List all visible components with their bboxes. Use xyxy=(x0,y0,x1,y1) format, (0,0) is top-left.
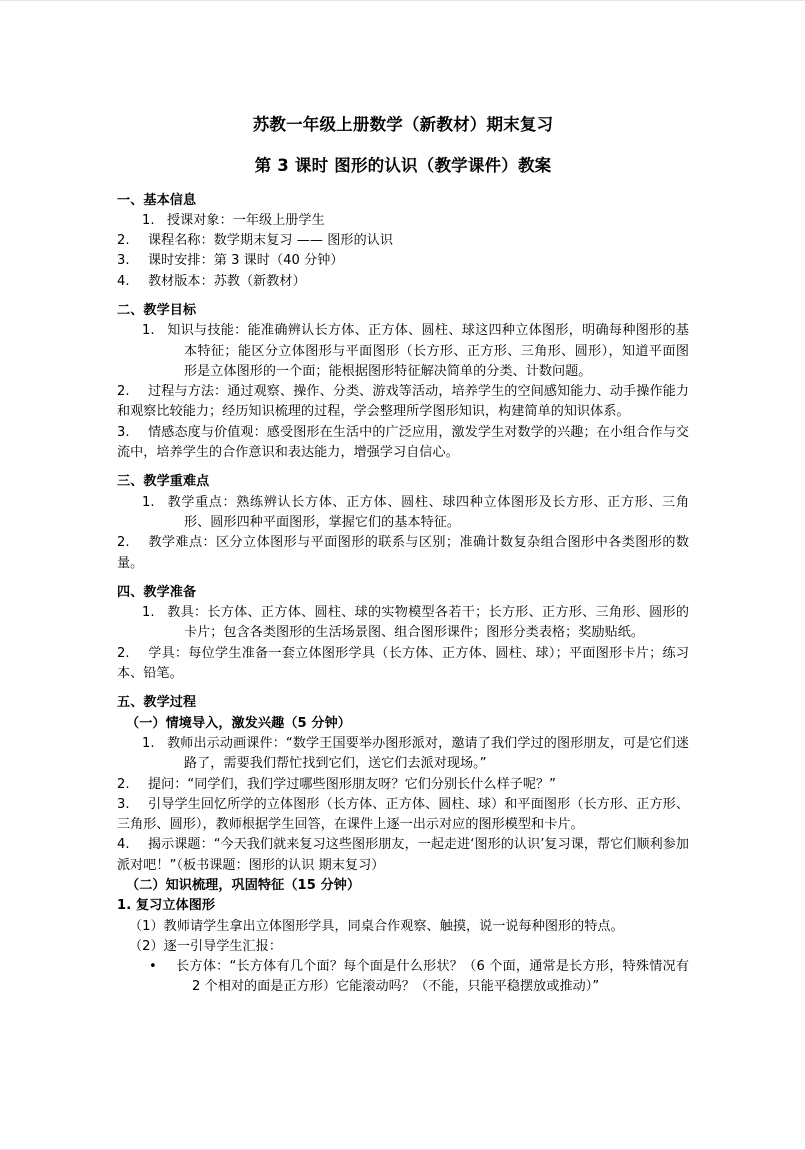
subsection-heading-review: （二）知识梳理，巩固特征（15 分钟） xyxy=(126,878,361,893)
page-title-line2: 第 3 课时 图形的认识（教学课件）教案 xyxy=(254,155,552,175)
list-item xyxy=(117,272,689,292)
section-heading-process: 五、教学过程 xyxy=(117,695,197,711)
list-marker: 3. xyxy=(117,424,130,440)
list-marker: 2. xyxy=(117,645,130,661)
list-item xyxy=(117,211,689,231)
subsection-heading-intro: （一）情境导入，激发兴趣（5 分钟） xyxy=(126,715,351,731)
list-marker: 3. xyxy=(117,253,130,269)
list-marker: （1） xyxy=(129,918,164,934)
list-item-text: 过程与方法：通过观察、操作、分类、游戏等活动，培养学生的空间感知能力、动手操作能力和观察比较能力；经历知识梳理的过程，学会整理所学图形知识，构建简单的知识体系。 xyxy=(117,384,689,420)
page-title-line1: 苏教一年级上册数学（新教材）期末复习 xyxy=(252,115,554,134)
list-item-text: 教材版本：苏教（新教材） xyxy=(148,273,306,289)
list-item xyxy=(117,251,689,271)
list-item-text: 引导学生回忆所学的立体图形（长方体、正方体、圆柱、球）和平面图形（长方形、正方形、三角形、圆形），教师根据学生回答，在课件上逐一出示对应的图形模型和卡片。 xyxy=(117,796,689,833)
list-item xyxy=(117,231,689,251)
list-item xyxy=(117,937,689,957)
list-item xyxy=(117,835,689,876)
list-item xyxy=(117,533,689,574)
bullet-icon: • xyxy=(149,959,157,975)
list-item xyxy=(117,644,689,685)
list-item-text: 学具：每位学生准备一套立体图形学具（长方体、正方体、圆柱、球）；平面图形卡片；练习本、铅笔。 xyxy=(117,645,689,682)
list-marker: 1. xyxy=(142,735,155,751)
list-item xyxy=(117,382,689,423)
list-item xyxy=(117,775,689,795)
list-item-text: 教学难点：区分立体图形与平面图形的联系与区别；准确计数复杂组合图形中各类图形的数量。 xyxy=(117,535,689,571)
list-item xyxy=(117,423,689,464)
list-item-text: 教学重点：熟练辨认长方体、正方体、圆柱、球四种立体图形及长方形、正方形、三角形、圆形四种平面图形，掌握它们的基本特征。 xyxy=(167,494,689,530)
list-item-text: 长方体：“长方体有几个面？每个面是什么形状？（6 个面，通常是长方形，特殊情况有 2 个相对的面是正方形）它能滚动吗？（不能，只能平稳摆放或推动）” xyxy=(176,959,689,995)
section-heading-key-points: 三、教学重难点 xyxy=(117,474,210,490)
list-marker: 3. xyxy=(117,796,130,812)
list-item-text: 教具：长方体、正方体、圆柱、球的实物模型各若干；长方形、正方形、三角形、圆形的卡片；包含各类图形的生活场景图、组合图形课件；图形分类表格；奖励贴纸。 xyxy=(167,605,689,641)
topic-heading-solids: 1. 复习立体图形 xyxy=(117,898,216,914)
list-item-text: 课程名称：数学期末复习 —— 图形的认识 xyxy=(148,233,394,249)
list-item-text: 逐一引导学生汇报： xyxy=(163,938,282,954)
section-heading-preparation: 四、教学准备 xyxy=(117,584,197,600)
list-item xyxy=(117,957,689,998)
list-marker: 2. xyxy=(117,535,130,551)
list-item xyxy=(117,603,689,644)
list-item xyxy=(117,795,689,836)
list-marker: 4. xyxy=(117,837,130,853)
list-marker: 4. xyxy=(117,273,130,289)
list-item xyxy=(117,734,689,775)
list-item-text: 教师出示动画课件：“数学王国要举办图形派对，邀请了我们学过的图形朋友，可是它们迷路了，需要我们帮忙找到它们，送它们去派对现场。” xyxy=(167,735,689,772)
list-marker: 1. xyxy=(142,494,155,510)
list-marker: 2. xyxy=(117,233,130,249)
list-item-text: 知识与技能：能准确辨认长方体、正方体、圆柱、球这四种立体图形，明确每种图形的基本特征；能区分立体图形与平面图形（长方形、正方形、三角形、圆形），知道平面图形是立体图形的一个面；能根据图形特征解决简单的分类、计数问题。 xyxy=(167,323,689,379)
list-item-text: 授课对象：一年级上册学生 xyxy=(167,212,325,228)
list-item-text: 情感态度与价值观：感受图形在生活中的广泛应用，激发学生对数学的兴趣；在小组合作与交流中，培养学生的合作意识和表达能力，增强学习自信心。 xyxy=(117,424,689,461)
list-item xyxy=(117,917,689,937)
list-marker: 2. xyxy=(117,776,130,792)
list-marker: 1. xyxy=(142,323,155,339)
section-heading-objectives: 二、教学目标 xyxy=(117,302,197,318)
list-item-text: 课时安排：第 3 课时（40 分钟） xyxy=(148,253,344,269)
document-content xyxy=(117,1,689,998)
list-item xyxy=(117,321,689,382)
section-heading-basic-info: 一、基本信息 xyxy=(117,192,197,208)
list-item-text: 教师请学生拿出立体图形学具，同桌合作观察、触摸，说一说每种图形的特点。 xyxy=(163,918,624,934)
list-marker: 1. xyxy=(142,212,155,228)
list-marker: 1. xyxy=(142,605,155,621)
list-item xyxy=(117,493,689,534)
list-item-text: 揭示课题：“今天我们就来复习这些图形朋友，一起走进‘图形的认识’复习课，帮它们顺利参加派对吧！”（板书课题：图形的认识 期末复习） xyxy=(117,837,690,873)
list-marker: （2） xyxy=(129,938,164,954)
list-marker: 2. xyxy=(117,384,130,400)
list-item-text: 提问：“同学们，我们学过哪些图形朋友呀？它们分别长什么样子呢？” xyxy=(148,776,556,792)
